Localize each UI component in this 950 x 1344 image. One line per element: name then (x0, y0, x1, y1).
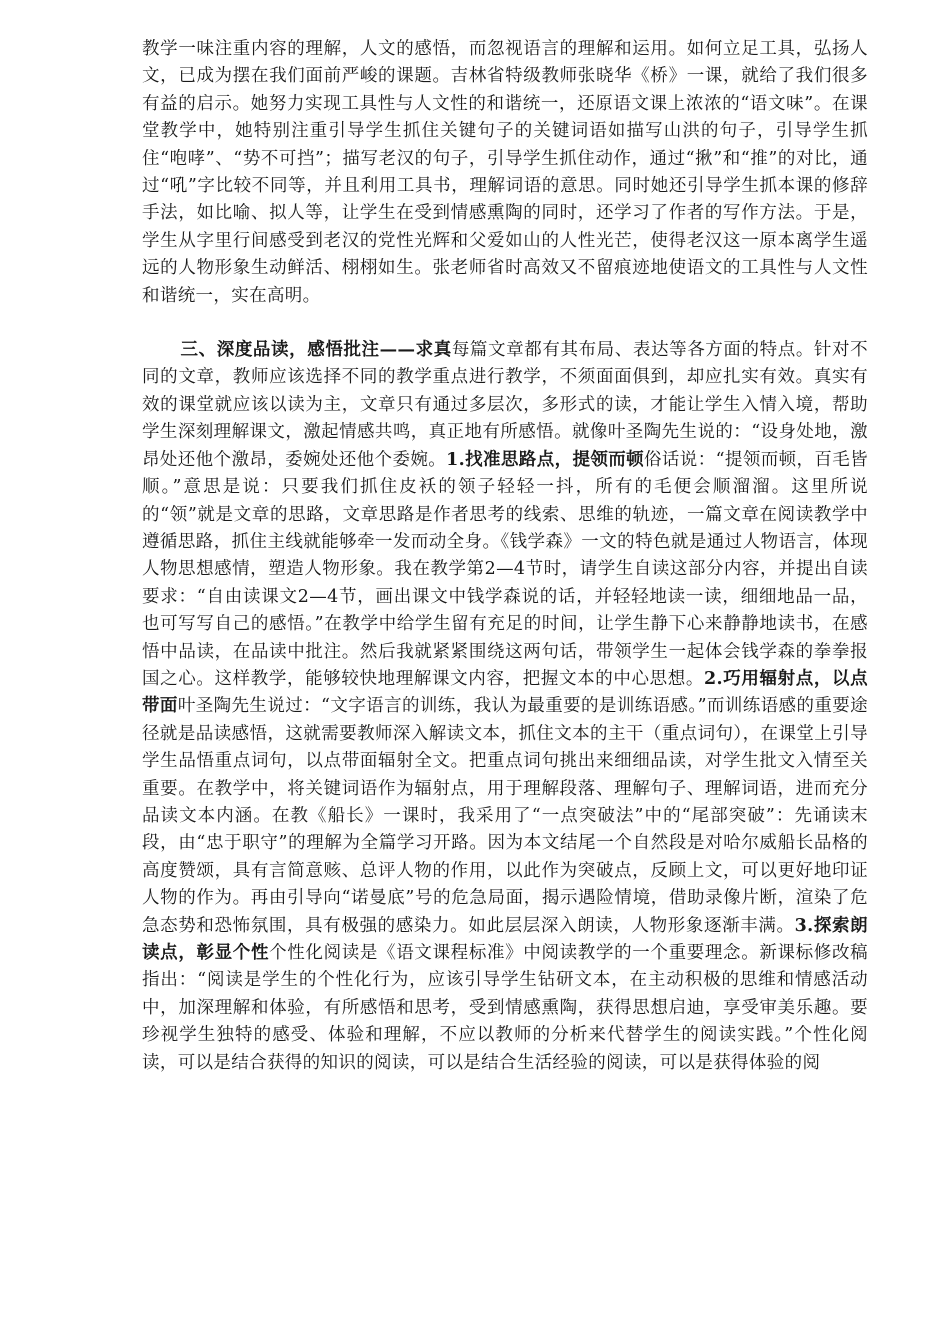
section-heading: 三、深度品读，感悟批注——求真 (180, 340, 452, 361)
paragraph-gongju-renwen (142, 36, 868, 310)
point-2-heading: 2.巧用辐射点，以点带面 (142, 668, 868, 717)
point-3-text: 个性化阅读是《语文课程标准》中阅读教学的一个重要理念。新课标修改稿指出：“阅读是学生的个性化行为，应该引导学生钻研文本，在主动积极的思维和情感活动中，加深理解和体验，有所感悟和思考，受到情感熏陶，获得思想启迪，享受审美乐趣。要珍视学生独特的感受、体验和理解，不应以教师的分析来代替学生的阅读实践。”个性化阅读，可以是结合获得的知识的阅读，可以是结合生活经验的阅读，可以是获得体验的阅 (142, 943, 868, 1073)
point-2-text: 叶圣陶先生说过：“文字语言的训练，我认为最重要的是训练语感。”而训练语感的重要途径就是品读感悟，这就需要教师深入解读文本，抓住文本的主干（重点词句），在课堂上引导学生品悟重点词句，以点带面辐射全文。把重点词句挑出来细细品读，对学生批文入情至关重要。在教学中，将关键词语作为辐射点，用于理解段落、理解句子、理解词语，进而充分品读文本内涵。在教《船长》一课时，我采用了“一点突破法”中的“尾部突破”：先诵读末段，由“忠于职守”的理解为全篇学习开路。因为本文结尾一个自然段是对哈尔威船长品格的高度赞颂，具有言简意赅、总评人物的作用，以此作为突破点，反顾上文，可以更好地印证人物的作为。再由引导向“诺曼底”号的危急局面，揭示遇险情境，借助录像片断，渲染了危急态势和恐怖氛围，具有极强的感染力。如此层层深入朗读，人物形象逐渐丰满。 (142, 696, 869, 936)
paragraph-1-text: 教学一味注重内容的理解，人文的感悟，而忽视语言的理解和运用。如何立足工具，弘扬人文，已成为摆在我们面前严峻的课题。吉林省特级教师张晓华《桥》一课，就给了我们很多有益的启示。她努力实现工具性与人文性的和谐统一，还原语文课上浓浓的“语文味”。在课堂教学中，她特别注重引导学生抓住关键句子的关键词语如描写山洪的句子，引导学生抓住“咆哮”、“势不可挡”；描写老汉的句子，引导学生抓住动作，通过“揪”和“推”的对比，通过“吼”字比较不同等，并且利用工具书，理解词语的意思。同时她还引导学生抓本课的修辞手法，如比喻、拟人等，让学生在受到情感熏陶的同时，还学习了作者的写作方法。于是，学生从字里行间感受到老汉的党性光辉和父爱如山的人性光芒，使得老汉这一原本离学生遥远的人物形象生动鲜活、栩栩如生。张老师省时高效又不留痕迹地使语文的工具性与人文性和谐统一，实在高明。 (142, 39, 868, 306)
section-intro-text: 每篇文章都有其布局、表达等各方面的特点。针对不同的文章，教师应该选择不同的教学重点进行教学，不须面面俱到，却应扎实有效。真实有效的课堂就应该以读为主，文章只有通过多层次，多形式的读，才能让学生入情入境，帮助学生深刻理解课文，激起情感共鸣，真正地有所感悟。就像叶圣陶先生说的：“设身处地，激昂处还他个激昂，委婉处还他个委婉。 (142, 340, 868, 470)
point-1-text: 俗话说：“提领而顿，百毛皆顺。”意思是说：只要我们抓住皮袄的领子轻轻一抖，所有的毛便会顺溜溜。这里所说的“领”就是文章的思路，文章思路是作者思考的线索、思维的轨迹，一篇文章在阅读教学中遵循思路，抓住主线就能够牵一发而动全身。《钱学森》一文的特色就是通过人物语言，体现人物思想感情，塑造人物形象。我在教学第2—4节时，请学生自读这部分内容，并提出自读要求：“自由读课文2—4节，画出课文中钱学森说的话，并轻轻地读一读，细细地品一品，也可写写自己的感悟。”在教学中给学生留有充足的时间，让学生静下心来静静地读书，在感悟中品读，在品读中批注。然后我就紧紧围绕这两句话，带领学生一起体会钱学森的拳拳报国之心。这样教学，能够较快地理解课文内容，把握文本的中心思想。 (142, 449, 869, 689)
point-3-heading: 3.探索朗读点，彰显个性 (142, 915, 868, 963)
section-3-body (142, 337, 868, 1077)
point-1-heading: 1.找准思路点，提领而顿 (446, 449, 645, 470)
